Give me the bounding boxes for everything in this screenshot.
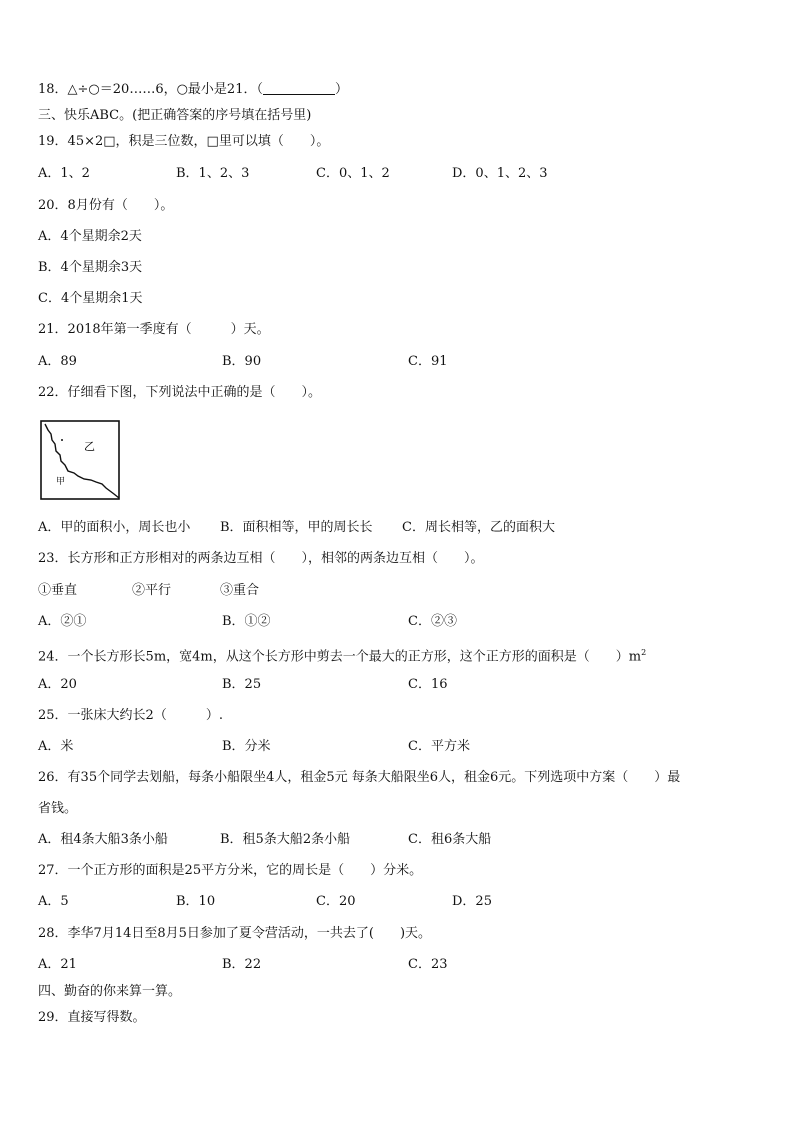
option-c[interactable]: C．租6条大船 (408, 832, 492, 847)
question-18-tail: ） (334, 82, 348, 97)
question-29: 29．直接写得数。 (38, 1010, 146, 1025)
option-d[interactable]: D．25 (452, 894, 492, 909)
divided-square-figure (38, 418, 122, 504)
option-a[interactable]: A．89 (38, 354, 77, 369)
option-a[interactable]: A．米 (38, 739, 74, 754)
option-c[interactable]: C．②③ (408, 614, 457, 629)
question-26-line-1: 26．有35个同学去划船，每条小船限坐4人，租金5元 每条大船限坐6人，租金6元。下列选项中方案（ ）最 (38, 770, 681, 785)
option-c[interactable]: C．91 (408, 354, 448, 369)
question-23: 23．长方形和正方形相对的两条边互相（ ），相邻的两条边互相（ ）。 (38, 551, 484, 566)
option-a[interactable]: A．租4条大船3条小船 (38, 832, 168, 847)
question-26-line-2: 省钱。 (38, 801, 78, 816)
option-b[interactable]: B．10 (176, 894, 216, 909)
question-24 (38, 645, 646, 665)
option-b[interactable]: B．90 (222, 354, 262, 369)
label-yi: 乙 (84, 440, 95, 453)
answer-blank[interactable] (263, 82, 335, 95)
option-a[interactable]: A．20 (38, 677, 77, 692)
option-b[interactable]: B．面积相等，甲的周长长 (220, 520, 373, 535)
question-24-text: 24．一个长方形长5m，宽4m，从这个长方形中剪去一个最大的正方形，这个正方形的面积是（ ）m (38, 649, 642, 665)
option-c[interactable]: C．4个星期余1天 (38, 291, 143, 306)
figure-outline (41, 421, 119, 499)
question-21: 21．2018年第一季度有（ ）天。 (38, 322, 270, 337)
question-18 (38, 82, 348, 98)
question-18-text: 18．△÷○＝20……6，○最小是21．（ (38, 82, 263, 97)
option-a[interactable]: A．1、2 (38, 166, 90, 181)
unit-exponent: 2 (641, 648, 647, 657)
option-c[interactable]: C．16 (408, 677, 448, 692)
question-28: 28．李华7月14日至8月5日参加了夏令营活动，一共去了( )天。 (38, 926, 432, 941)
question-22: 22．仔细看下图，下列说法中正确的是（ ）。 (38, 385, 322, 400)
question-25: 25．一张床大约长2（ ）. (38, 708, 223, 723)
option-c[interactable]: C．23 (408, 957, 448, 972)
option-b[interactable]: B．1、2、3 (176, 166, 250, 181)
figure-dot (61, 439, 63, 441)
option-a[interactable]: A．②① (38, 614, 87, 629)
option-b[interactable]: B．25 (222, 677, 262, 692)
option-c[interactable]: C．0、1、2 (316, 166, 390, 181)
choice-1: ①垂直 (38, 583, 78, 598)
option-a[interactable]: A．甲的面积小，周长也小 (38, 520, 191, 535)
option-a[interactable]: A．21 (38, 957, 77, 972)
section-4-heading: 四、勤奋的你来算一算。 (38, 984, 182, 999)
choice-3: ③重合 (220, 583, 260, 598)
option-c[interactable]: C．周长相等，乙的面积大 (402, 520, 555, 535)
option-b[interactable]: B．22 (222, 957, 262, 972)
option-b[interactable]: B．分米 (222, 739, 271, 754)
option-b[interactable]: B．4个星期余3天 (38, 260, 143, 275)
label-jia: 甲 (56, 477, 66, 487)
question-19: 19．45×2□，积是三位数，□里可以填（ ）。 (38, 134, 330, 149)
question-27: 27．一个正方形的面积是25平方分米，它的周长是（ ）分米。 (38, 863, 423, 878)
option-d[interactable]: D．0、1、2、3 (452, 166, 548, 181)
choice-2: ②平行 (132, 583, 172, 598)
option-c[interactable]: C．20 (316, 894, 356, 909)
option-a[interactable]: A．5 (38, 894, 69, 909)
option-b[interactable]: B．①② (222, 614, 271, 629)
option-b[interactable]: B．租5条大船2条小船 (220, 832, 351, 847)
section-3-heading: 三、快乐ABC。(把正确答案的序号填在括号里) (38, 108, 312, 123)
option-a[interactable]: A．4个星期余2天 (38, 229, 142, 244)
option-c[interactable]: C．平方米 (408, 739, 470, 754)
question-20: 20．8月份有（ ）。 (38, 198, 174, 213)
